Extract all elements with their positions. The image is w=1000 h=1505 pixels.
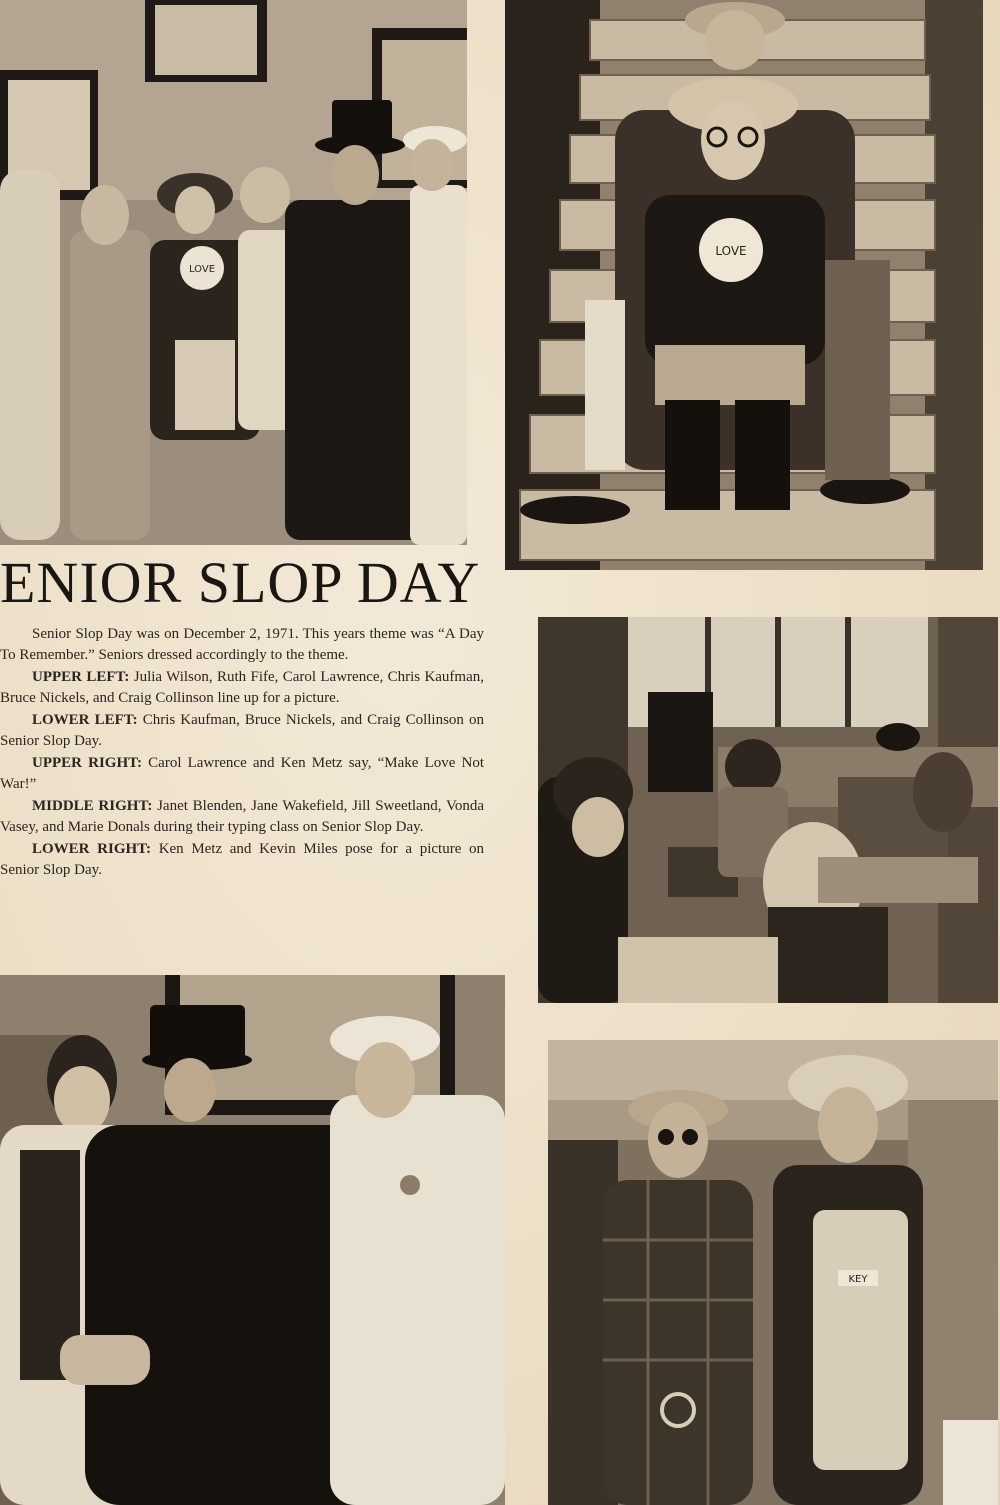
- photo-upper-left: [0, 0, 467, 545]
- caption-middle-right: [0, 796, 484, 837]
- caption-label: LOWER RIGHT:: [32, 841, 152, 857]
- photo-middle-right: [538, 617, 998, 1003]
- photo-upper-right: [505, 0, 983, 570]
- caption-label: LOWER LEFT:: [32, 712, 138, 728]
- love-badge-text-2: LOVE: [715, 244, 747, 258]
- love-badge-text: LOVE: [188, 264, 216, 275]
- caption-upper-right: [0, 753, 484, 794]
- caption-label: MIDDLE RIGHT:: [32, 798, 153, 814]
- caption-text: Ken Metz and Kevin Miles pose for a picture on Senior Slop Day.: [0, 841, 484, 878]
- photo-lower-right: [548, 1040, 998, 1505]
- caption-text: Chris Kaufman, Bruce Nickels, and Craig Collinson on Senior Slop Day.: [0, 712, 484, 749]
- intro-paragraph: Senior Slop Day was on December 2, 1971. This years theme was “A Day To Remember.” Seniors dressed accordingly to the theme.: [0, 626, 484, 663]
- article-body: [0, 624, 484, 964]
- caption-upper-left: [0, 667, 484, 708]
- caption-label: UPPER RIGHT:: [32, 755, 143, 771]
- caption-text: Julia Wilson, Ruth Fife, Carol Lawrence, Chris Kaufman, Bruce Nickels, and Craig Collinson line up for a picture.: [0, 669, 484, 706]
- caption-text: Carol Lawrence and Ken Metz say, “Make Love Not War!”: [0, 755, 484, 792]
- photo-lower-left: [0, 975, 505, 1505]
- caption-label: UPPER LEFT:: [32, 669, 130, 685]
- page-title: ENIOR SLOP DAY: [0, 550, 481, 615]
- overalls-tag-text: KEY: [848, 1274, 868, 1285]
- caption-lower-right: [0, 839, 484, 880]
- caption-lower-left: [0, 710, 484, 751]
- caption-text: Janet Blenden, Jane Wakefield, Jill Sweetland, Vonda Vasey, and Marie Donals during their typing class on Senior Slop Day.: [0, 798, 484, 835]
